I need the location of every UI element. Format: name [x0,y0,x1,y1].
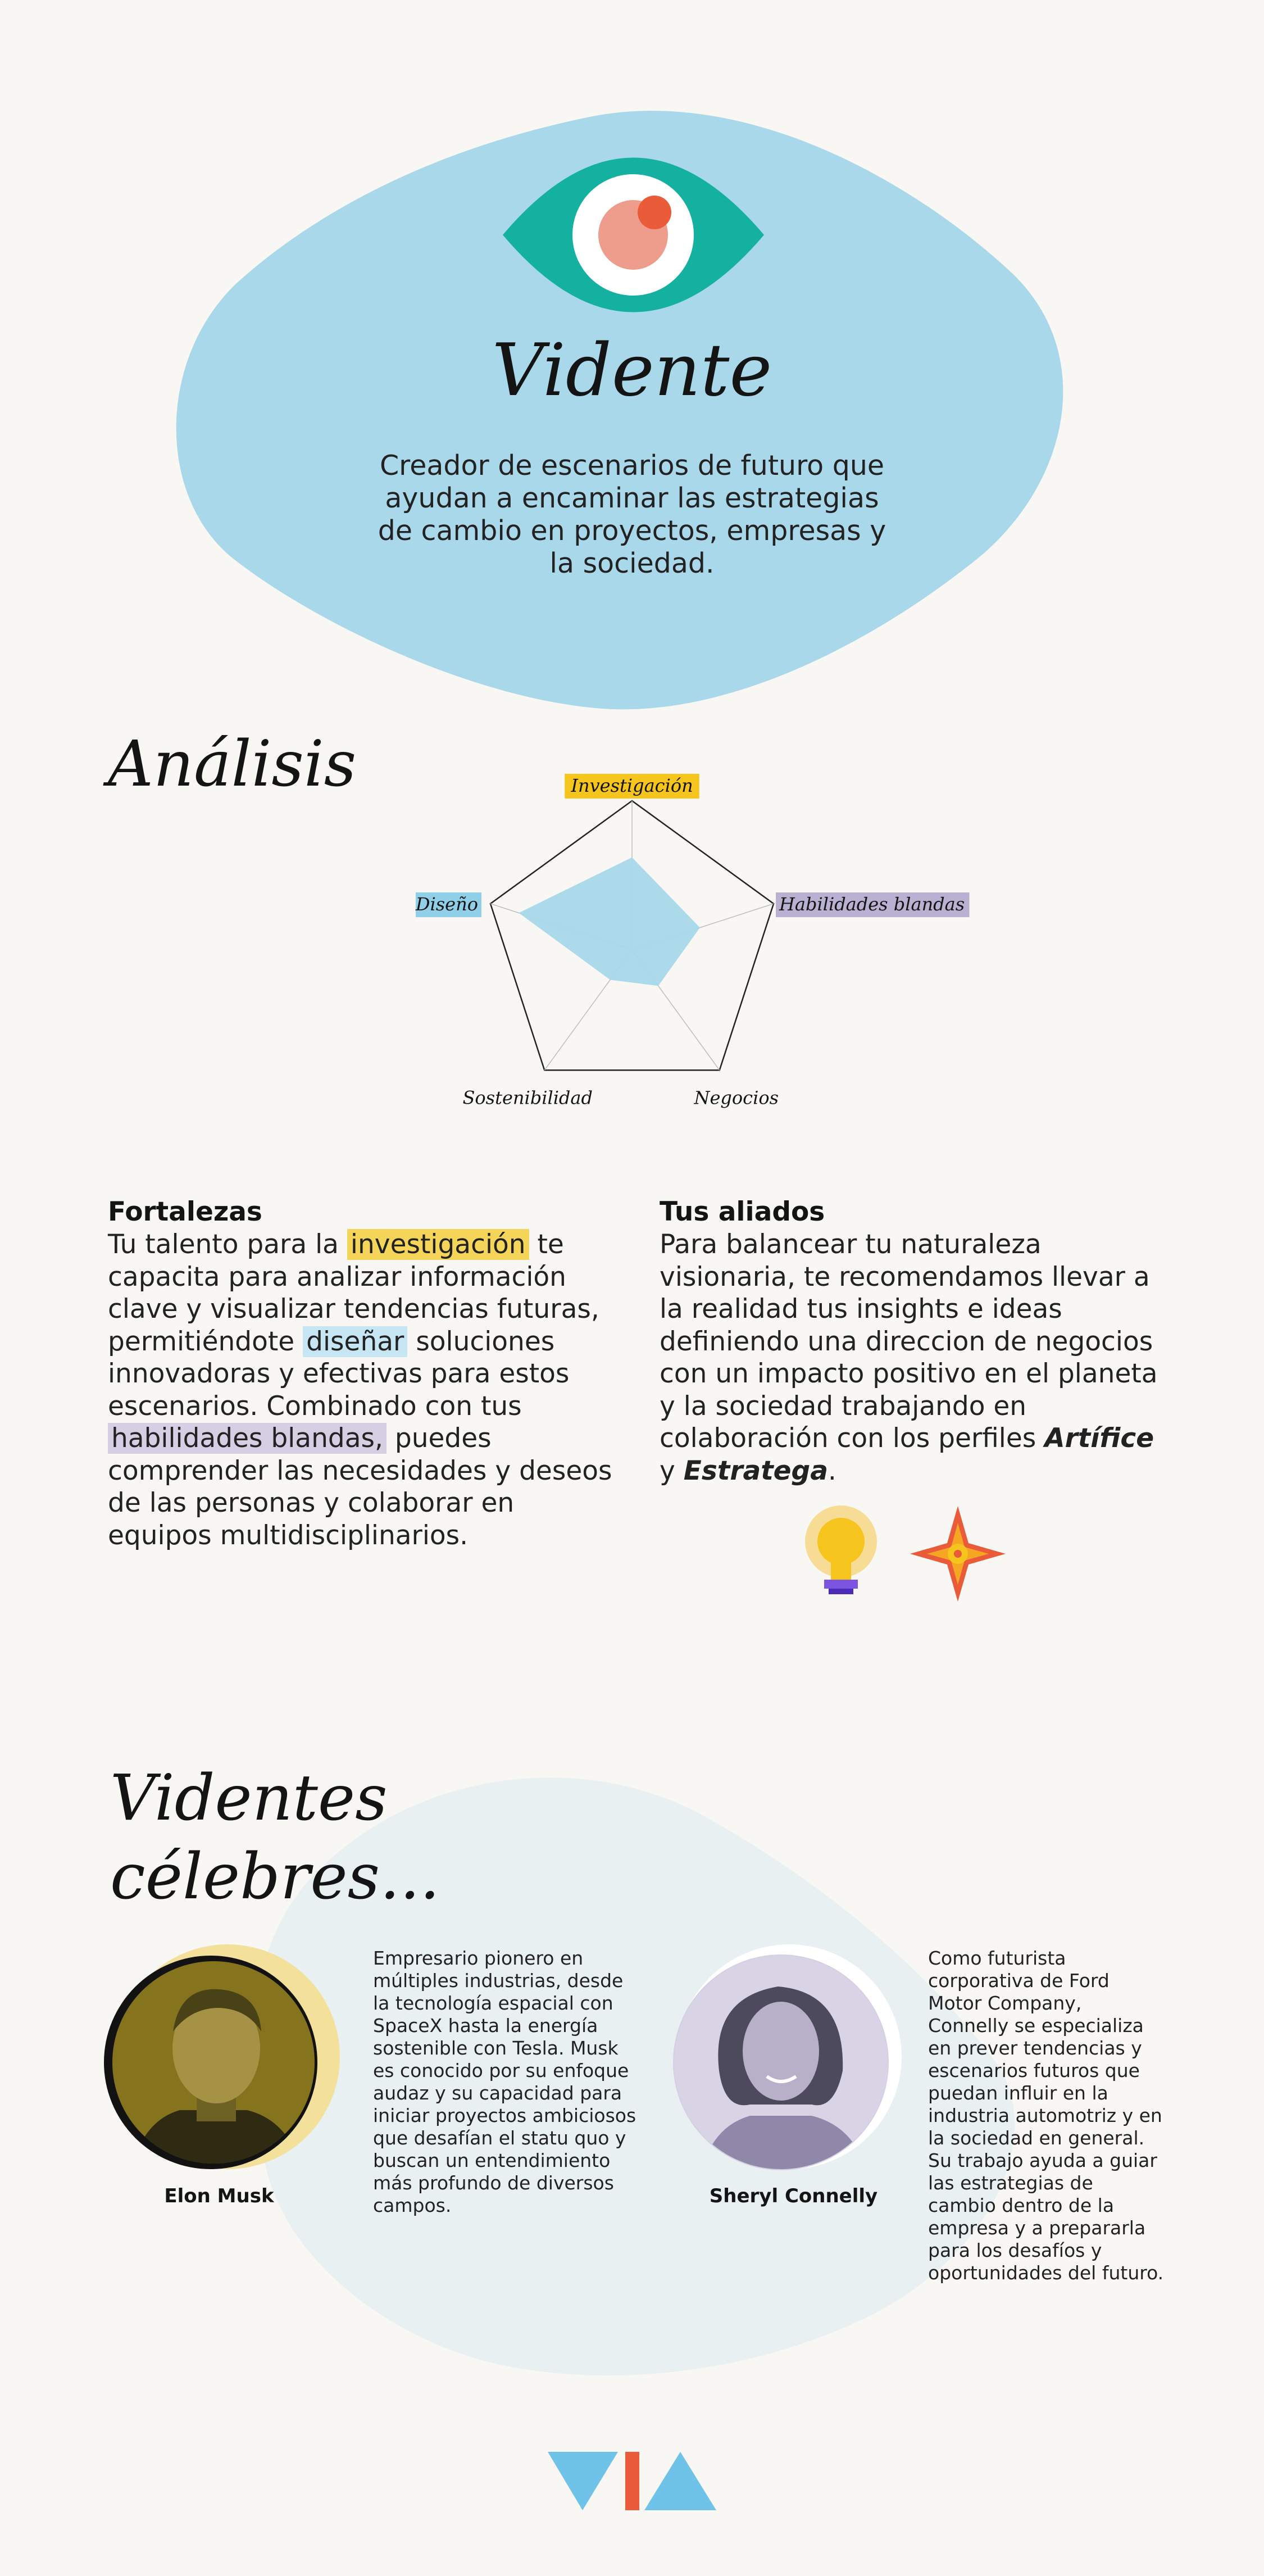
radar-data-area [519,858,700,986]
elon-musk-photo [107,1942,343,2178]
elon-musk-name: Elon Musk [164,2185,274,2207]
eye-icon [503,151,764,319]
radar-axis-label: Investigación [571,775,693,796]
profile-artifice: Artífice [1044,1423,1154,1454]
sheryl-connelly-bio: Como futurista corporativa de Ford Motor Company, Connelly se especializa en prever tendencias y escenarios futuros que puedan influir en la industria automotriz y en la sociedad en general. Su trabajo ayuda a guiar las estrategias de cambio dentro de la empresa y a prepararla para los desafíos y oportunidades del futuro. [928,1947,1164,2284]
radar-axis-label: Habilidades blandas [779,894,965,915]
strengths-section [108,1196,613,1552]
strengths-title: Fortalezas [108,1196,262,1227]
sheryl-connelly-photo [666,1942,902,2178]
radar-axis-label: Sostenibilidad [462,1087,593,1109]
strengths-text: Tu talento para la investigación te capacita para analizar información clave y visualizar tendencias futuras, permitiéndote diseñar soluciones innovadoras y efectivas para estos escenarios. Combinado con tus habilidades blandas, puedes comprender las necesidades y deseos de las personas y colaborar en equipos multidisciplinarios. [108,1229,612,1551]
highlight-disenar: diseñar [303,1326,407,1357]
radar-axis-label: Diseño [415,894,478,915]
allies-section [660,1196,1165,1487]
page-title: Vidente [492,329,772,412]
sheryl-connelly-name: Sheryl Connelly [709,2185,878,2207]
allies-text: Para balancear tu naturaleza visionaria, te recomendamos llevar a la realidad tus insights e ideas definiendo una direccion de negocios con un impacto positivo en el planeta y la sociedad trabajando en colaboración con los perfiles Artífice y Estratega. [660,1229,1158,1486]
profile-estratega: Estratega [683,1455,828,1486]
highlight-habilidades-blandas: habilidades blandas, [108,1423,387,1454]
hero-description: Creador de escenarios de futuro que ayudan a encaminar las estrategias de cambio en proyectos, empresas y la sociedad. [378,450,886,579]
elon-musk-bio: Empresario pionero en múltiples industrias, desde la tecnología espacial con SpaceX hasta la energía sostenible con Tesla. Musk es conocido por su enfoque audaz y su capacidad para iniciar proyectos ambiciosos que desafían el statu quo y buscan un entendimiento más profundo de diversos campos. [373,1947,636,2216]
highlight-investigacion: investigación [347,1229,529,1260]
radar-chart [393,775,983,1158]
lightbulb-icon [801,1503,882,1602]
via-logo [548,2447,716,2512]
analysis-title: Análisis [108,728,357,801]
radar-axis-label: Negocios [694,1087,779,1109]
compass-star-icon [910,1506,1006,1602]
allies-title: Tus aliados [660,1196,825,1227]
celebrities-title: Videntes célebres... [110,1762,440,1913]
